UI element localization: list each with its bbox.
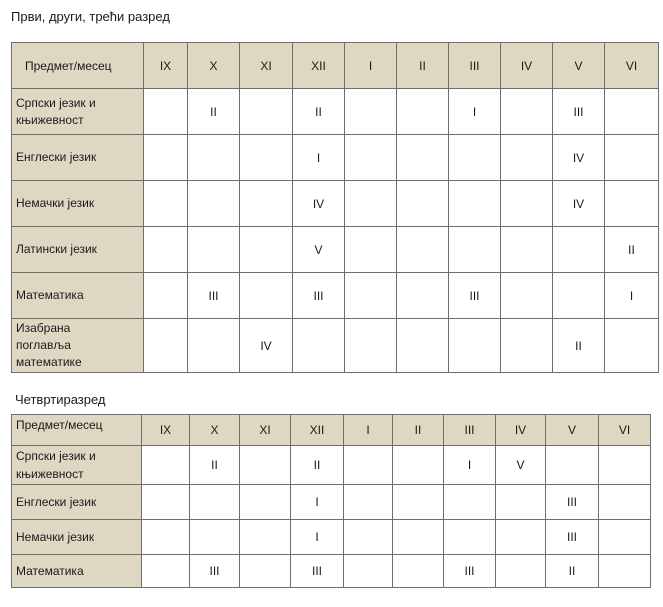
subject-cell <box>12 181 144 227</box>
test-cell <box>449 135 501 181</box>
test-cell: IV <box>553 135 605 181</box>
test-cell: IV <box>293 181 345 227</box>
month-header: I <box>345 43 397 89</box>
test-cell <box>397 273 449 319</box>
test-cell <box>142 555 190 588</box>
table-row <box>12 135 659 181</box>
test-cell: III <box>553 89 605 135</box>
test-cell <box>344 485 393 520</box>
test-cell: II <box>546 555 599 588</box>
test-cell <box>605 319 659 373</box>
test-cell: I <box>293 135 345 181</box>
test-cell: III <box>293 273 345 319</box>
subject-line: Математика <box>16 564 84 578</box>
table-header-row <box>12 43 659 89</box>
month-header: VI <box>599 415 651 446</box>
table-row <box>12 227 659 273</box>
test-cell <box>496 555 546 588</box>
month-header: II <box>393 415 444 446</box>
section2-title: Четвртиразред <box>15 392 106 407</box>
test-cell: V <box>293 227 345 273</box>
schedule-table-grades-1-3 <box>11 42 659 373</box>
test-cell <box>142 446 190 485</box>
test-cell <box>599 520 651 555</box>
test-cell <box>501 181 553 227</box>
test-cell <box>605 181 659 227</box>
test-cell <box>546 446 599 485</box>
test-cell <box>449 227 501 273</box>
test-cell <box>397 319 449 373</box>
table-row <box>12 89 659 135</box>
subject-month-header: Предмет/месец <box>12 415 142 446</box>
table-row <box>12 446 651 485</box>
test-cell <box>444 485 496 520</box>
subject-line: књижевност <box>16 112 84 127</box>
month-header: V <box>553 43 605 89</box>
test-cell: III <box>449 273 501 319</box>
month-header: V <box>546 415 599 446</box>
test-cell <box>240 135 293 181</box>
subject-cell <box>12 319 144 373</box>
test-cell <box>345 135 397 181</box>
test-cell <box>144 273 188 319</box>
subject-cell <box>12 446 142 485</box>
subject-line: књижевност <box>16 467 84 481</box>
test-cell: II <box>190 446 240 485</box>
test-cell <box>144 319 188 373</box>
subject-month-header: Предмет/месец <box>12 43 144 89</box>
table-row <box>12 555 651 588</box>
test-cell <box>553 273 605 319</box>
test-cell: IV <box>240 319 293 373</box>
test-cell <box>190 520 240 555</box>
test-cell <box>599 555 651 588</box>
test-cell <box>393 485 444 520</box>
month-header: III <box>444 415 496 446</box>
test-cell: I <box>444 446 496 485</box>
test-cell: III <box>190 555 240 588</box>
month-header: II <box>397 43 449 89</box>
test-cell <box>501 135 553 181</box>
table-row <box>12 319 659 373</box>
test-cell <box>397 181 449 227</box>
month-header: IX <box>144 43 188 89</box>
month-header: XII <box>293 43 345 89</box>
test-cell: III <box>546 485 599 520</box>
subject-line: Српски језик и <box>16 449 96 463</box>
test-cell <box>444 520 496 555</box>
month-header: III <box>449 43 501 89</box>
subject-cell <box>12 89 144 135</box>
test-cell: II <box>553 319 605 373</box>
test-cell: II <box>291 446 344 485</box>
test-cell: II <box>605 227 659 273</box>
table-row <box>12 485 651 520</box>
test-cell <box>605 135 659 181</box>
subject-cell <box>12 520 142 555</box>
test-cell <box>397 89 449 135</box>
test-cell: I <box>605 273 659 319</box>
test-cell <box>344 520 393 555</box>
test-cell <box>599 485 651 520</box>
test-cell: II <box>293 89 345 135</box>
test-cell <box>240 181 293 227</box>
table-row <box>12 273 659 319</box>
test-cell <box>144 89 188 135</box>
month-header: I <box>344 415 393 446</box>
test-cell <box>496 485 546 520</box>
subject-line: Енглески језик <box>16 150 97 164</box>
test-cell <box>240 555 291 588</box>
test-cell <box>142 485 190 520</box>
schedule-table-grade-4 <box>11 414 651 588</box>
test-cell <box>397 227 449 273</box>
test-cell <box>501 227 553 273</box>
test-cell <box>599 446 651 485</box>
test-cell <box>144 181 188 227</box>
month-header: IV <box>501 43 553 89</box>
test-cell <box>345 89 397 135</box>
test-cell: IV <box>553 181 605 227</box>
subject-cell <box>12 273 144 319</box>
test-cell: I <box>291 520 344 555</box>
table-header-row <box>12 415 651 446</box>
test-cell <box>393 555 444 588</box>
subject-cell <box>12 555 142 588</box>
month-header: IV <box>496 415 546 446</box>
test-cell <box>240 89 293 135</box>
test-cell <box>449 319 501 373</box>
table-row <box>12 181 659 227</box>
test-cell <box>553 227 605 273</box>
month-header: XI <box>240 415 291 446</box>
subject-cell <box>12 227 144 273</box>
subject-line: Немачки језик <box>16 196 95 210</box>
test-cell <box>496 520 546 555</box>
test-cell <box>188 227 240 273</box>
test-cell <box>293 319 345 373</box>
subject-line: Српски језик и <box>16 95 96 110</box>
subject-cell <box>12 485 142 520</box>
table-row <box>12 520 651 555</box>
test-cell <box>188 181 240 227</box>
test-cell <box>345 319 397 373</box>
test-cell <box>190 485 240 520</box>
test-cell <box>393 446 444 485</box>
test-cell: III <box>291 555 344 588</box>
test-cell: III <box>444 555 496 588</box>
month-header: XII <box>291 415 344 446</box>
subject-line: математике <box>16 355 82 369</box>
test-cell <box>240 227 293 273</box>
test-cell: V <box>496 446 546 485</box>
subject-line: Латински језик <box>16 242 97 256</box>
test-cell: II <box>188 89 240 135</box>
test-cell: I <box>449 89 501 135</box>
test-cell <box>144 135 188 181</box>
test-cell <box>240 520 291 555</box>
subject-line: Енглески језик <box>16 495 97 509</box>
month-header: IX <box>142 415 190 446</box>
test-cell <box>240 273 293 319</box>
subject-line: Изабрана <box>16 321 71 335</box>
test-cell <box>344 555 393 588</box>
subject-line: Немачки језик <box>16 530 95 544</box>
test-cell <box>605 89 659 135</box>
test-cell <box>345 227 397 273</box>
test-cell <box>144 227 188 273</box>
month-header: X <box>188 43 240 89</box>
month-header: XI <box>240 43 293 89</box>
test-cell <box>142 520 190 555</box>
subject-line: Математика <box>16 288 84 302</box>
test-cell <box>345 181 397 227</box>
test-cell: I <box>291 485 344 520</box>
test-cell <box>397 135 449 181</box>
month-header: X <box>190 415 240 446</box>
test-cell: III <box>188 273 240 319</box>
test-cell <box>240 446 291 485</box>
test-cell <box>449 181 501 227</box>
subject-line: поглавља <box>16 338 71 352</box>
test-cell <box>188 135 240 181</box>
test-cell <box>393 520 444 555</box>
test-cell <box>344 446 393 485</box>
subject-cell <box>12 135 144 181</box>
test-cell <box>501 89 553 135</box>
test-cell: III <box>546 520 599 555</box>
test-cell <box>345 273 397 319</box>
test-cell <box>501 273 553 319</box>
test-cell <box>240 485 291 520</box>
test-cell <box>501 319 553 373</box>
test-cell <box>188 319 240 373</box>
section1-title: Први, други, трећи разред <box>11 9 170 24</box>
month-header: VI <box>605 43 659 89</box>
